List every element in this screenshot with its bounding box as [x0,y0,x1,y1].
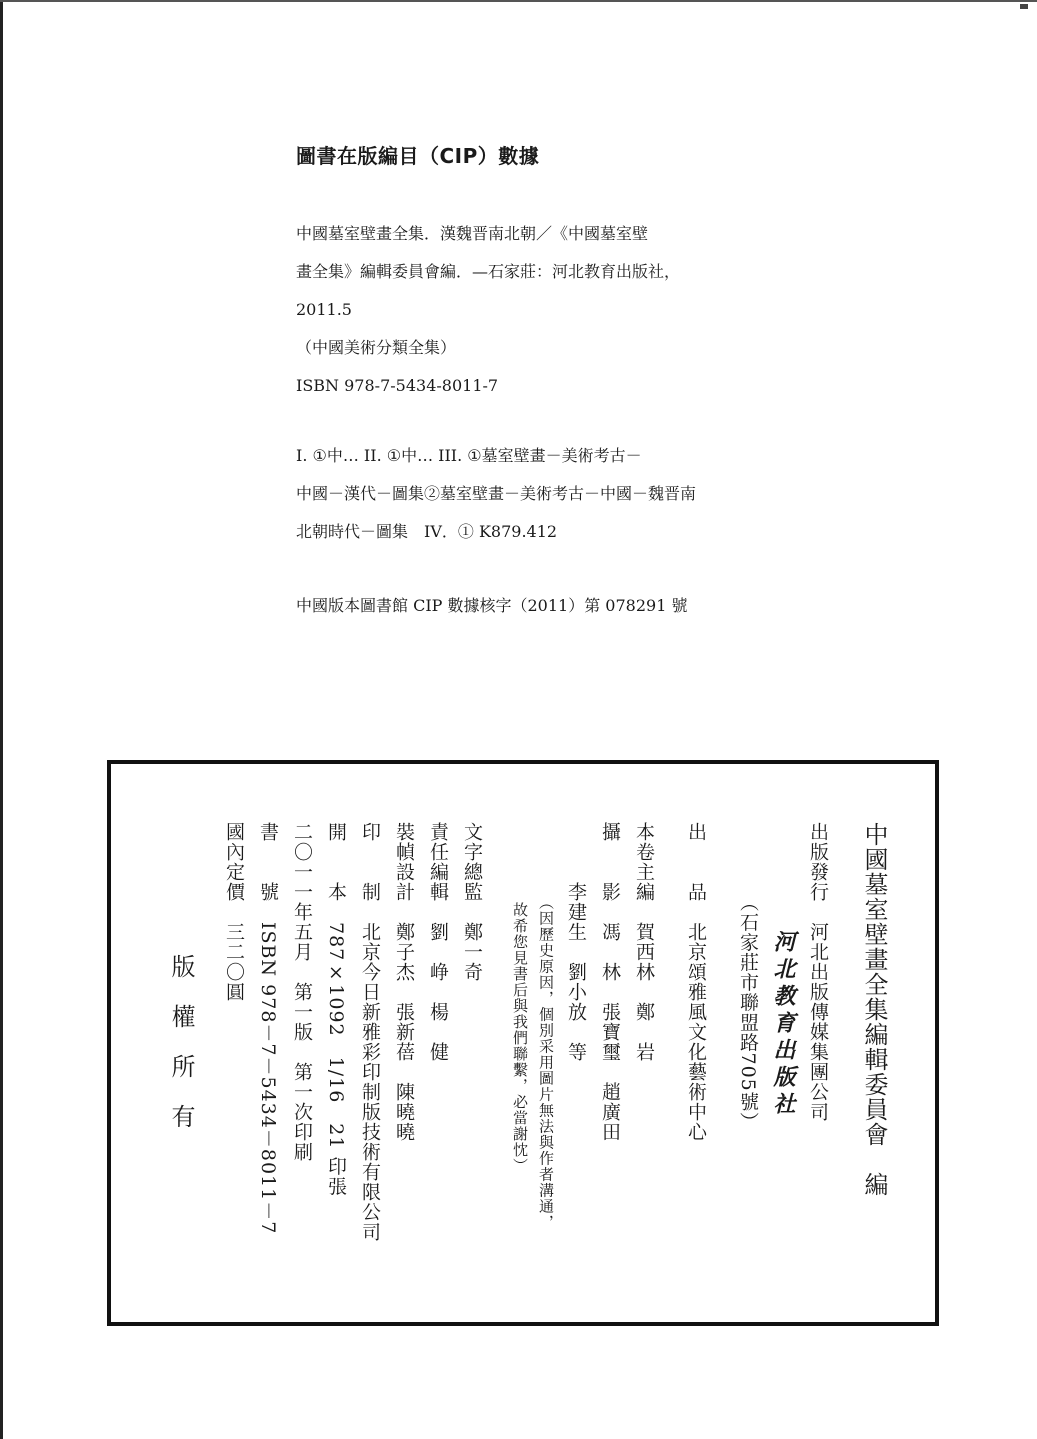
colophon-format [319,822,353,1302]
cip-classification-2: 中國－漢代－圖集②墓室壁畫－美術考古－中國－魏晋南 [296,484,697,503]
scan-speck [1020,4,1028,9]
page-top-edge [0,0,1037,2]
colophon-producer [679,822,713,1302]
colophon-text-supervisor [455,822,489,1302]
cip-title: 圖書在版編目（CIP）數據 [296,144,540,168]
colophon-editor: 中國墓室壁畫全集編輯委員會 編 [860,822,888,1197]
publisher-name: 河北出版傳媒集團公司 [807,922,829,1122]
design-label: 裝幀設計 [393,822,415,902]
photography-names-1: 馮 林 張寶璽 趙廣田 [599,922,621,1142]
printing-company: 北京今日新雅彩印制版技術有限公司 [359,922,381,1242]
publisher-label: 出版發行 [807,822,829,902]
column-spacer [713,822,731,1302]
photography-names-2: 李建生 劉小放 等 [565,882,587,1062]
publisher-brand-text: 河北教育出版社 [770,930,796,1119]
column-spacer [489,822,507,1302]
cip-line-5: ISBN 978-7-5434-8011-7 [296,376,499,395]
photo-note-2: 故希您見書后與我們聯繫，必當謝忱） [511,902,529,1174]
colophon-photography-cont [559,822,593,1302]
cip-line-2: 畫全集》編輯委員會編．—石家莊：河北教育出版社， [296,262,681,281]
colophon-design [387,822,421,1302]
colophon-photography [593,822,627,1302]
cip-data-block [296,140,816,625]
colophon-isbn [251,822,285,1302]
cip-record-number: 中國版本圖書館 CIP 數據核字（2011）第 078291 號 [296,596,688,615]
photography-label: 攝 影 [599,822,621,902]
cip-line-3: 2011.5 [296,300,352,319]
producer-name: 北京頌雅風文化藝術中心 [685,922,707,1142]
rights-reserved: 版權所有 [167,954,195,1154]
design-names: 鄭子杰 張新蓓 陳曉曉 [393,922,415,1142]
colophon-printing [353,822,387,1302]
volume-editor-names: 賀西林 鄭 岩 [633,922,655,1062]
printing-label: 印 制 [359,822,381,902]
cip-gap [296,551,816,587]
cip-classification-1: I. ①中… II. ①中… III. ①墓室壁畫－美術考古－ [296,446,642,465]
price-value: 三二〇圓 [223,922,245,1002]
format-value: 787×1092 1/16 21 印張 [325,922,347,1197]
cip-line-4: （中國美術分類全集） [296,338,457,357]
column-spacer [661,822,679,1302]
column-spacer [835,822,853,1302]
cip-gap [296,405,816,437]
publisher-brand-logo [765,822,801,1302]
responsible-editor-names: 劉 峥 楊 健 [427,922,449,1062]
volume-editor-label: 本卷主編 [633,822,655,902]
text-supervisor-name: 鄭一奇 [461,922,483,982]
publisher-address: （石家莊市聯盟路705號） [737,902,759,1132]
page-left-edge [0,0,3,1439]
format-label: 開 本 [325,822,347,902]
colophon-columns [217,822,895,1302]
colophon-photo-note-2 [507,822,533,1302]
isbn-value: ISBN 978－7－5434－8011－7 [257,922,279,1235]
colophon-photo-note-1 [533,822,559,1302]
text-supervisor-label: 文字總監 [461,822,483,902]
colophon-publisher-address [731,822,765,1302]
cip-line-1: 中國墓室壁畫全集．漢魏晋南北朝／《中國墓室壁 [296,224,649,243]
colophon-publisher [801,822,835,1302]
colophon-volume-editor [627,822,661,1302]
colophon-responsible-editor [421,822,455,1302]
photo-note-1: （因歷史原因，個別采用圖片無法與作者溝通， [537,902,555,1231]
producer-label: 出 品 [685,822,707,902]
colophon-edition-date: 二〇一一年五月 第一版 第一次印刷 [291,822,313,1162]
price-label: 國內定價 [223,822,245,902]
responsible-editor-label: 責任編輯 [427,822,449,902]
isbn-label: 書 號 [257,822,279,902]
colophon-price [217,822,251,1302]
colophon-box [107,760,939,1326]
cip-classification-3: 北朝時代－圖集 IV．① K879.412 [296,522,558,541]
